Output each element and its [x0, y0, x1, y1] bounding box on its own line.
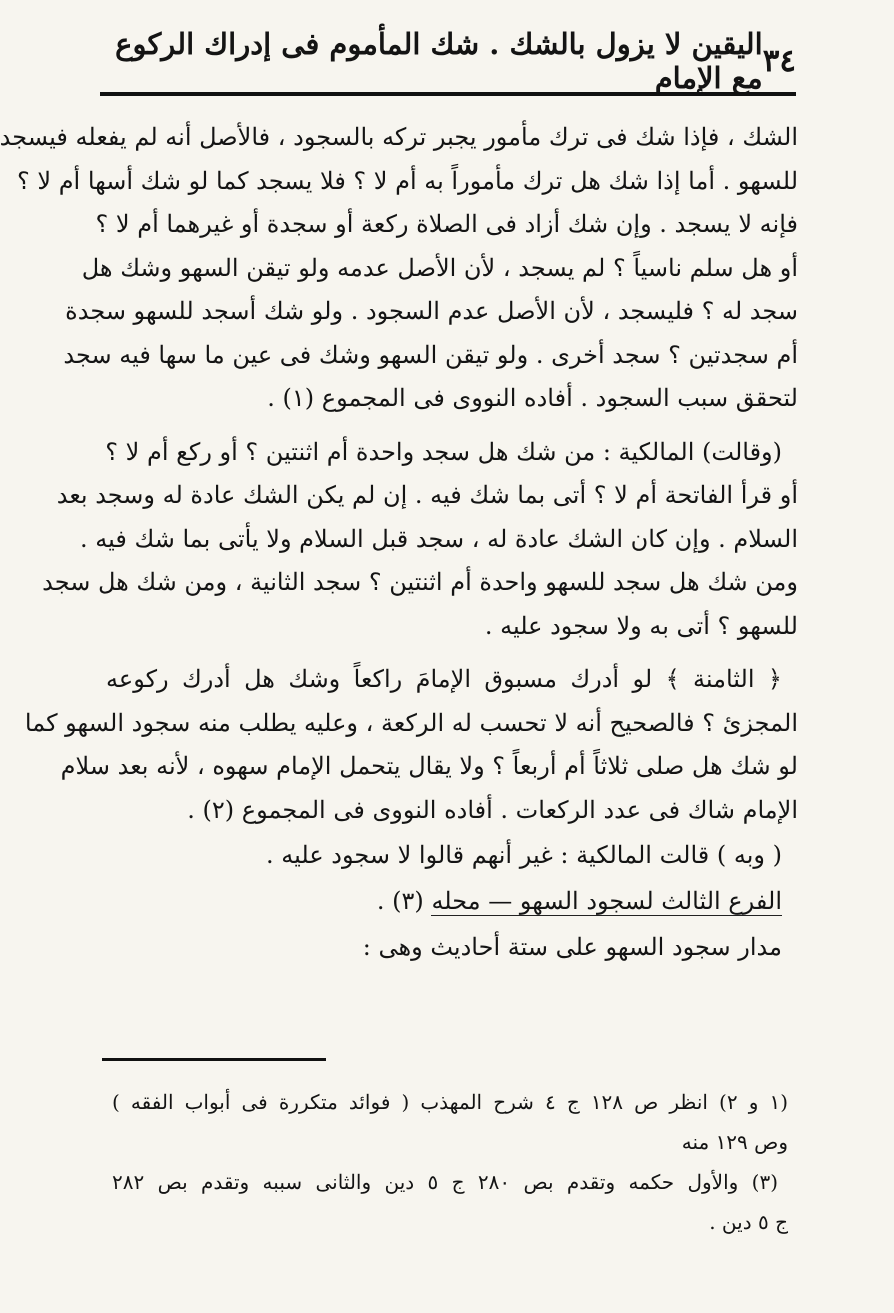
text-line: أم سجدتين ؟ سجد أخرى . ولو تيقن السهو وشك فى عين ما سها فيه سجد [63, 340, 798, 369]
text-line: (وقالت) المالكية : من شك هل سجد واحدة أم اثنتين ؟ أو ركع أم لا ؟ [105, 437, 782, 466]
text-line: للسهو ؟ أتى به ولا سجود عليه . [484, 611, 798, 640]
running-title: اليقين لا يزول بالشك . شك المأموم فى إدراك الركوع مع الإمام [115, 27, 763, 95]
section-heading [106, 878, 798, 924]
footnote-separator [102, 1058, 326, 1061]
footnote-line: وص ١٢٩ منه [681, 1130, 788, 1154]
text-line: الشك ، فإذا شك فى ترك مأمور يجبر تركه بالسجود ، فالأصل أنه لم يفعله فيسجد [0, 123, 798, 151]
wabihi-line: ( وبه ) قالت المالكية : غير أنهم قالوا لا سجود عليه . [266, 841, 782, 869]
text-line: أو قرأ الفاتحة أم لا ؟ أتى بما شك فيه . إن لم يكن الشك عادة له وسجد بعد [56, 481, 798, 509]
page-body [0, 116, 798, 970]
footnote-line: ج ٥ دين . [709, 1210, 788, 1234]
text-line: لو شك هل صلى ثلاثاً أم أربعاً ؟ ولا يقال يتحمل الإمام سهوه ، لأنه بعد سلام [60, 752, 798, 780]
text-line: ومن شك هل سجد للسهو واحدة أم اثنتين ؟ سجد الثانية ، ومن شك هل سجد [42, 568, 798, 596]
paragraph-1 [0, 116, 798, 421]
header-rule [100, 92, 796, 96]
text-line: أو هل سلم ناسياً ؟ لم يسجد ، لأن الأصل عدمه ولو تيقن السهو وشك هل [81, 253, 798, 282]
section-intro: مدار سجود السهو على ستة أحاديث وهى : [362, 933, 782, 961]
section-heading-text: الفرع الثالث لسجود السهو — محله [431, 887, 782, 915]
page-header [100, 27, 796, 95]
text-line: فإنه لا يسجد . وإن شك أزاد فى الصلاة ركعة أو سجدة أو غيرهما أم لا ؟ [95, 210, 798, 238]
text-line: المجزئ ؟ فالصحيح أنه لا تحسب له الركعة ، وعليه يطلب منه سجود السهو كما [24, 708, 798, 737]
text-line: الإمام شاك فى عدد الركعات . أفاده النووى فى المجموع (٢) . [187, 795, 798, 824]
text-line: السلام . وإن كان الشك عادة له ، سجد قبل السلام ولا يأتى بما شك فيه . [80, 524, 798, 553]
footnote-line: (١ و ٢) انظر ص ١٢٨ ج ٤ شرح المهذب ( فوائد متكررة فى أبواب الفقه ) [112, 1090, 788, 1114]
text-line: ﴿ الثامنة ﴾ لو أدرك مسبوق الإمامَ راكعاً وشك هل أدرك ركوعه [106, 665, 782, 693]
text-line: سجد له ؟ فليسجد ، لأن الأصل عدم السجود . ولو شك أسجد للسهو سجدة [65, 297, 798, 325]
paragraph-3 [24, 658, 798, 832]
footnote-line: (٣) والأول حكمه وتقدم بص ٢٨٠ ج ٥ دين والثانى سببه وتقدم بص ٢٨٢ [112, 1170, 779, 1194]
text-line: لتحقق سبب السجود . أفاده النووى فى المجموع (١) . [267, 384, 798, 412]
book-page [2, 0, 894, 1313]
paragraph-2 [42, 431, 798, 649]
text-line: للسهو . أما إذا شك هل ترك مأموراً به أم لا ؟ فلا يسجد كما لو شك أسها أم لا ؟ [17, 166, 798, 195]
footnotes [112, 1082, 788, 1242]
section-heading-footnote-ref: (٣) . [376, 887, 424, 915]
page-number: ٣٤ [762, 43, 796, 79]
